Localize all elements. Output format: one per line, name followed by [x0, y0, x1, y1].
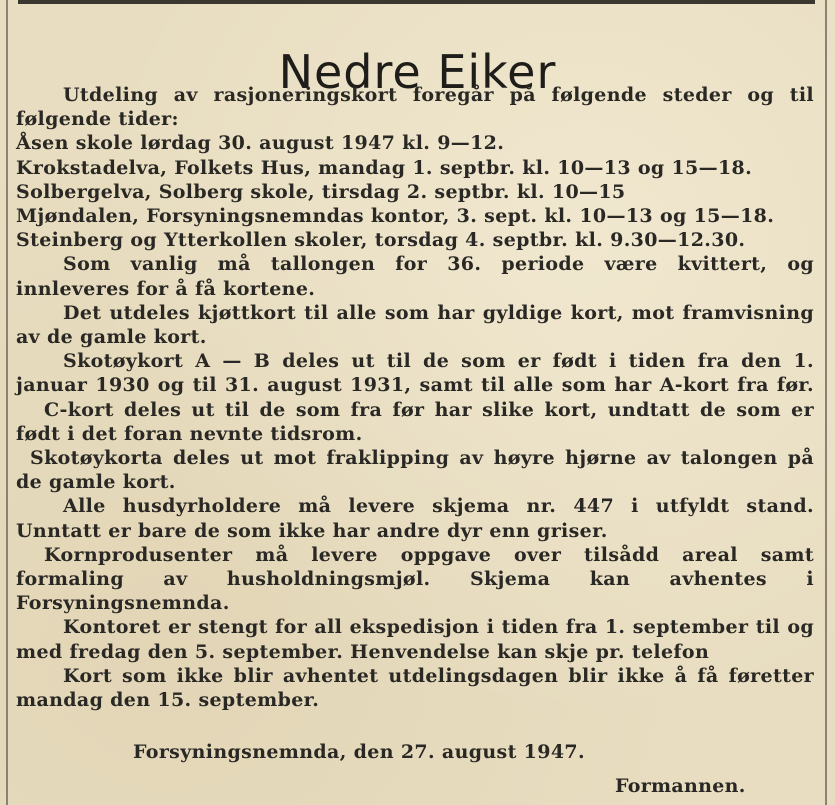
- intro-paragraph: Utdeling av rasjoneringskort foregår på følgende steder og til følgende tider:: [16, 84, 814, 131]
- signature-line: Forsyningsnemnda, den 27. august 1947.: [133, 741, 585, 763]
- schedule-line-solbergelva: Solbergelva, Solberg skole, tirsdag 2. septbr. kl. 10—15: [16, 180, 626, 203]
- schedule-line-asen: Åsen skole lørdag 30. august 1947 kl. 9—12.: [16, 132, 505, 155]
- paragraph-kontoret-stengt: Kontoret er stengt for all ekspedisjon i tiden fra 1. september til og med fredag den 5. september. Henvendelse kan skje pr. telefon: [16, 616, 814, 663]
- schedule-line-mjondalen: Mjøndalen, Forsyningsnemndas kontor, 3. sept. kl. 10—13 og 15—18.: [16, 205, 775, 228]
- paragraph-kjottkort: Det utdeles kjøttkort til alle som har gyldige kort, mot framvisning av de gamle kort.: [16, 301, 814, 349]
- schedule-line-steinberg: Steinberg og Ytterkollen skoler, torsdag 4. septbr. kl. 9.30—12.30.: [16, 229, 746, 252]
- signatory: Formannen.: [615, 775, 746, 797]
- paragraph-skotoykorta: Skotøykorta deles ut mot fraklipping av høyre hjørne av talongen på de gamle kort.: [16, 447, 814, 494]
- paragraph-kornprodusenter: Kornprodusenter må levere oppgave over tilsådd areal samt formaling av husholdningsmjøl. Skjema kan avhentes i Forsyningsnemnda.: [16, 543, 814, 615]
- schedule-line-krokstadelva: Krokstadelva, Folkets Hus, mandag 1. septbr. kl. 10—13 og 15—18.: [16, 156, 753, 179]
- top-border-rule: [18, 0, 815, 4]
- notice-body: [16, 83, 814, 712]
- paragraph-talong: Som vanlig må tallongen for 36. periode være kvittert, og innleveres for å få kortene.: [16, 253, 814, 300]
- left-column-rule: [6, 0, 8, 805]
- paragraph-c-kort: C-kort deles ut til de som fra før har slike kort, undtatt de som er født i det foran nevnte tidsrom.: [16, 398, 814, 445]
- notice-title: Nedre Eiker: [278, 44, 557, 99]
- paragraph-husdyrholdere: Alle husdyrholdere må levere skjema nr. 447 i utfyldt stand. Unntatt er bare de som ikke har andre dyr enn griser.: [16, 495, 814, 542]
- right-column-rule: [825, 0, 827, 805]
- paragraph-kort-ikke-avhentet: Kort som ikke blir avhentet utdelingsdagen blir ikke å få føretter mandag den 15. september.: [16, 664, 814, 712]
- paragraph-skotoykort-a-b: Skotøykort A — B deles ut til de som er født i tiden fra den 1. januar 1930 og til 31. august 1931, samt til alle som har A-kort fra før.: [16, 350, 814, 397]
